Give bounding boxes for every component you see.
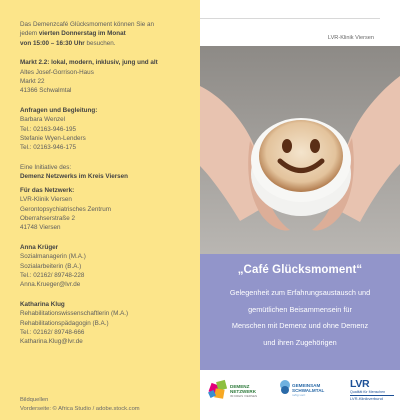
- intro-prefix: jedem: [20, 30, 39, 38]
- person-line: Rehabilitationswissenschaftlerin (M.A.): [20, 310, 129, 318]
- smiley-left-eye: [282, 139, 292, 153]
- person-name: Anna Krüger: [20, 243, 59, 251]
- contact-phone: Tel.: 02163-946-175: [20, 144, 77, 152]
- venue-line: Altes Josef-Gorrison-Haus: [20, 68, 94, 76]
- smiley-right-eye: [310, 139, 320, 153]
- network-section: [20, 186, 200, 233]
- credits-line: Vorderseite: © Africa Studio / adobe.stock.com: [20, 405, 140, 412]
- meeting-time: von 15:00 – 16:30 Uhr: [20, 39, 85, 47]
- intro-line-1: Das Demenzcafé Glücksmoment können Sie an: [20, 21, 155, 28]
- venue-line: Markt 22: [20, 78, 45, 86]
- initiative-name: Demenz Netzwerks im Kreis Viersen: [20, 173, 129, 181]
- subtitle-line: und ihren Zugehörigen: [263, 337, 337, 347]
- top-divider: [200, 18, 380, 19]
- subtitle-line: Gelegenheit zum Erfahrungsaustausch und: [229, 288, 371, 297]
- netzwerk-word: NETZWERK: [230, 389, 257, 395]
- network-heading: Für das Netzwerk:: [20, 186, 75, 194]
- schwalmtal-word: SCHWALMTAL: [292, 388, 325, 394]
- image-credits: [20, 396, 140, 413]
- initiative-line: Eine Initiative des:: [20, 163, 72, 171]
- subtitle-line: Menschen mit Demenz und ohne Demenz: [231, 321, 369, 330]
- gemeinsam-word: GEMEINSAM: [292, 383, 321, 388]
- contact-name: Barbara Wenzel: [20, 116, 66, 124]
- person-line: Sozialarbeiterin (B.A.): [20, 262, 82, 270]
- cover-photo-cup-smiley: [200, 46, 400, 254]
- cafe-title: „Café Glücksmoment“: [237, 264, 363, 276]
- title-band: [200, 254, 400, 370]
- lvr-klinikverbund: LVR-Klinikverbund: [350, 395, 394, 401]
- venue-line: 41366 Schwalmtal: [20, 87, 72, 95]
- network-line: Oberrahserstraße 2: [20, 214, 75, 222]
- subtitle-line: gemütlichen Beisammensein für: [248, 304, 352, 314]
- coffee-foam: [259, 120, 343, 192]
- venue-heading: Markt 2.2: lokal, modern, inklusiv, jung und alt: [20, 59, 158, 67]
- clinic-label: LVR-Klinik Viersen: [327, 35, 374, 41]
- person-line: Rehabilitationspädagogin (B.A.): [20, 319, 109, 327]
- meeting-day: vierten Donnerstag im Monat: [38, 30, 126, 38]
- credits-heading: Bildquellen: [20, 397, 49, 403]
- lvr-wordmark: LVR: [350, 378, 370, 390]
- lvr-logo: [350, 378, 394, 401]
- intro-text: [20, 20, 200, 48]
- intro-line-2: [20, 29, 200, 38]
- person-email: Anna.Krueger@lvr.de: [20, 281, 81, 289]
- demenz-network-icon: [208, 378, 230, 400]
- demenz-word: DEMENZ: [230, 384, 250, 389]
- initiative-section: [20, 163, 200, 182]
- person-krueger: [20, 243, 200, 290]
- person-line: Sozialmanagerin (M.A.): [20, 253, 86, 261]
- person-phone: Tel.: 02162/ 89748-228: [20, 271, 85, 279]
- kreis-word: IM KREIS VIERSEN: [230, 394, 258, 399]
- network-line: LVR-Klinik Viersen: [20, 196, 72, 204]
- gemeinsam-schwalmtal-logo: [278, 378, 332, 403]
- network-line: 41748 Viersen: [20, 224, 61, 232]
- intro-suffix: besuchen.: [84, 39, 116, 47]
- network-line: Gerontopsychiatrisches Zentrum: [20, 205, 111, 213]
- gemeinsam-icon: [278, 378, 292, 398]
- contact-section: [20, 106, 200, 153]
- person-name: Katharina Klug: [20, 300, 65, 308]
- contact-heading: Anfragen und Begleitung:: [20, 106, 98, 114]
- demenz-netzwerk-logo: [208, 378, 270, 405]
- venue-section: [20, 58, 200, 96]
- intro-line-3: [20, 39, 200, 48]
- contact-phone: Tel.: 02163-946-195: [20, 125, 77, 133]
- contact-name: Stefanie Wyen-Lenders: [20, 135, 86, 143]
- partner-logos: [200, 370, 400, 420]
- cover-panel: [200, 0, 400, 420]
- person-phone: Tel.: 02162/ 89748-666: [20, 328, 85, 336]
- lvr-tagline: Qualität für Menschen: [350, 390, 386, 394]
- person-klug: [20, 300, 200, 347]
- gemeinsam-tagline: ruhig vorn: [292, 393, 306, 398]
- person-email: Katharina.Klug@lvr.de: [20, 338, 83, 346]
